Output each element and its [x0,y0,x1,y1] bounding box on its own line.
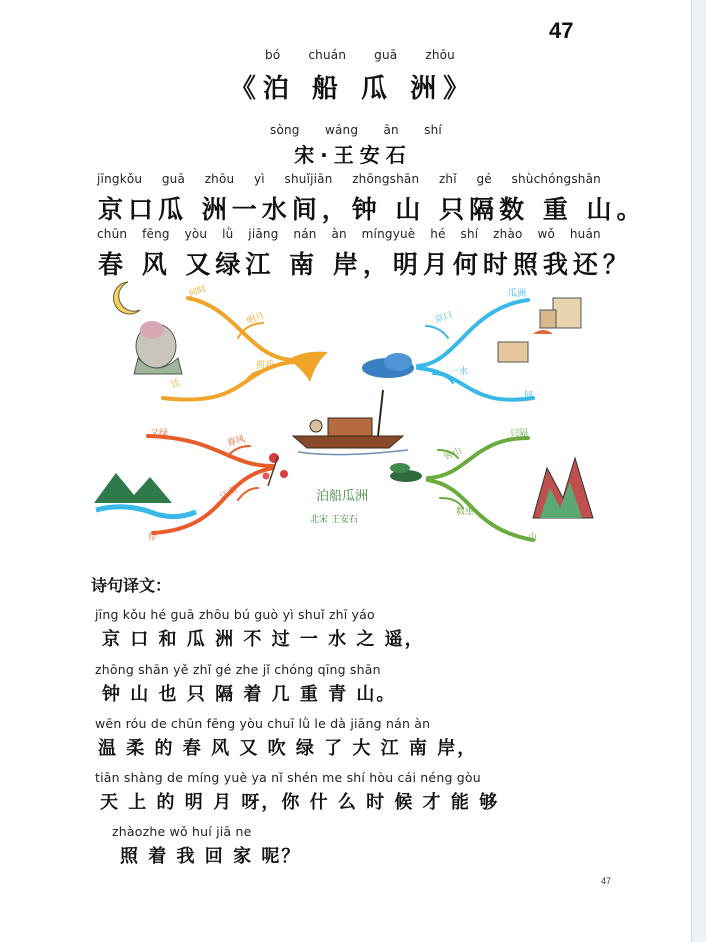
leaf-orange-icon [288,352,328,382]
label-top-right-1: 瓜洲 [508,289,527,299]
pinyin-syllable: yì [254,172,265,186]
pinyin-syllable: míngyuè [361,227,416,241]
pinyin-syllable: yòu [184,227,208,241]
moon-icon [113,282,140,314]
label-bottom-right-4: 山 [528,533,538,543]
pinyin-syllable: guā [374,48,398,62]
pinyin-syllable: wǒ [537,227,555,241]
pinyin-syllable: jiāng [248,227,279,241]
label-bottom-left-1: 又绿 [150,429,169,439]
pinyin-syllable: fēng [142,227,170,241]
label-top-right-4: 间 [524,391,534,401]
page-number-bottom: 47 [601,876,612,886]
pinyin-syllable: chuán [308,48,347,62]
pinyin-syllable: zhōngshān [352,172,420,186]
translation-line-4-pinyin: tiān shàng de míng yuè ya nǐ shén me shí hòu cái néng gòu [95,770,481,785]
branch-top-left [163,298,293,400]
label-top-right-3: 一水 [450,367,469,377]
title-pinyin [265,48,455,62]
translation-line-5: 照 着 我 回 家 呢？ [120,846,302,867]
page-number-top: 47 [549,18,574,43]
translation-line-2: 钟 山 也 只 隔 着 几 重 青 山。 [102,684,397,705]
label-top-left-4: 还 [169,377,183,391]
mindmap-center-title: 泊船瓜洲 [316,489,369,504]
pinyin-syllable: hé [430,227,446,241]
city-buildings-icon [498,298,581,362]
pinyin-syllable: jīngkǒu [97,172,143,186]
poem-author: 宋·王安石 [294,143,412,167]
pinyin-syllable: sòng [270,123,300,137]
translation-heading: 诗句译文： [91,576,172,595]
label-top-left-1: 何时 [187,284,208,300]
pinyin-syllable: lǜ [222,227,234,241]
translation-line-4: 天 上 的 明 月 呀，你 什 么 时 候 才 能 够 [100,792,500,813]
pinyin-syllable: zhōu [425,48,455,62]
pinyin-syllable: bó [265,48,281,62]
mountain-river-icon [94,473,196,517]
translation-line-3-pinyin: wēn róu de chūn fēng yòu chuī lǜ le dà jiāng nán àn [95,716,431,731]
pinyin-syllable: huán [569,227,601,241]
translation-line-2-pinyin: zhōng shān yě zhǐ gé zhe jǐ chóng qīng shān [95,662,381,677]
mountains-icon [533,458,593,518]
pinyin-syllable: nán [293,227,317,241]
label-bottom-right-1: 只隔 [510,429,529,439]
mind-map-illustration [88,278,602,560]
pinyin-syllable: chūn [97,227,128,241]
pinyin-syllable: shuǐjiān [284,172,333,186]
label-top-left-2: 明月 [245,311,266,327]
label-bottom-left-4: 岸 [148,533,158,543]
translation-line-1: 京 口 和 瓜 洲 不 过 一 水 之 遥， [102,629,425,650]
pinyin-syllable: zhōu [204,172,235,186]
pinyin-syllable: gé [476,172,492,186]
translation-line-3: 温 柔 的 春 风 又 吹 绿 了 大 江 南 岸， [98,738,478,759]
pinyin-syllable: zhǐ [438,172,457,186]
label-bottom-right-2: 钟山 [443,446,464,463]
label-bottom-left-3: 江南 [218,484,240,503]
pinyin-syllable: shùchóngshān [511,172,601,186]
pinyin-syllable: zhào [493,227,523,241]
label-top-right-2: 京口 [433,310,454,326]
boat-icon [293,390,408,455]
pinyin-syllable: shí [424,123,442,137]
label-top-left-3: 照我 [256,361,275,371]
translation-line-5-pinyin: zhàozhe wǒ huí jiā ne [112,824,252,839]
poem-line-2: 春 风 又绿江 南 岸，明月何时照我还？ [98,250,633,279]
poem-title: 《泊 船 瓜 洲》 [229,74,477,104]
translation-line-1-pinyin: jīng kǒu hé guā zhōu bú guò yì shuǐ zhī yáo [95,607,375,622]
pinyin-syllable: guā [161,172,186,186]
poem-line-1-pinyin [97,172,601,186]
poem-line-2-pinyin [97,227,601,241]
traveler-figure-icon [134,321,182,374]
pine-tree-icon [390,463,422,482]
poem-line-1: 京口瓜 洲一水间，钟 山 只隔数 重 山。 [98,195,647,224]
label-bottom-left-2: 春风 [226,434,247,449]
label-bottom-right-3: 数重 [456,507,475,517]
mindmap-center-author: 北宋 王安石 [310,515,358,525]
author-pinyin [270,123,442,137]
pinyin-syllable: wáng [324,123,359,137]
pinyin-syllable: àn [331,227,347,241]
cloud-icon [362,353,414,378]
pinyin-syllable: ān [383,123,399,137]
pinyin-syllable: shí [460,227,479,241]
